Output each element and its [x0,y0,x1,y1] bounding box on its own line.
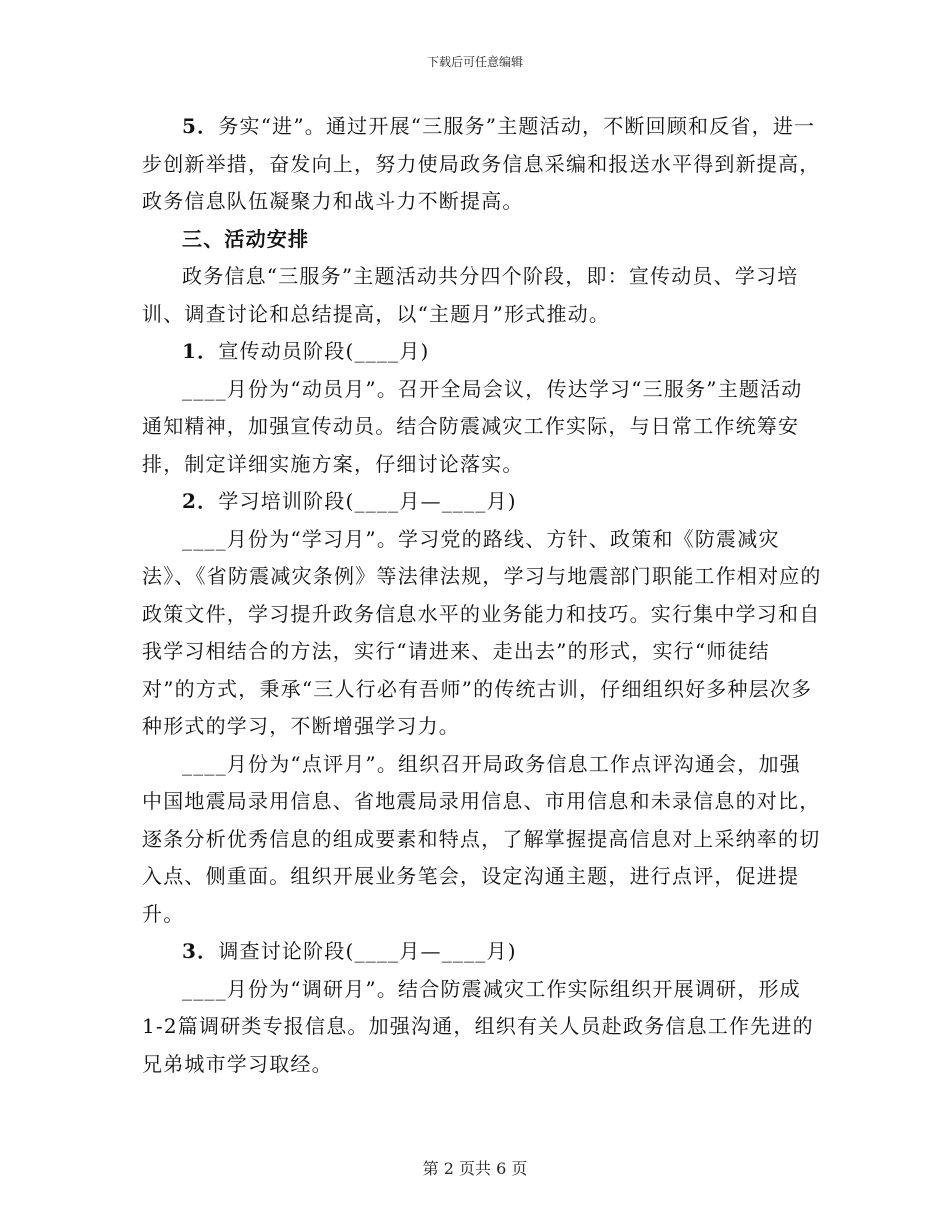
paragraph-number: 5． [182,114,219,138]
paragraph-review: ____月份为“点评月”。组织召开局政务信息工作点评沟通会，加强中国地震局录用信息、省地震局录用信息、市用信息和未录信息的对比，逐条分析优秀信息的组成要素和特点，了解掌握提高信息对上采纳率的切入点、侧重面。组织开展业务笔会，设定沟通主题，进行点评，促进提升。 [142,751,821,926]
document-body [142,108,822,1083]
paragraph-intro: 政务信息“三服务”主题活动共分四个阶段，即：宣传动员、学习培训、调查讨论和总结提高，以“主题月”形式推动。 [142,264,799,326]
paragraph-number: 3． [182,939,219,963]
stage-heading-1 [142,333,822,371]
section-heading: 三、活动安排 [182,226,310,251]
page-footer: 第 2 页共 6 页 [422,1159,528,1178]
paragraph-study: ____月份为“学习月”。学习党的路线、方针、政策和《防震减灾法》、《省防震减灾条例》等法律法规，学习与地震部门职能工作相对应的政策文件，学习提升政务信息水平的业务能力和技巧。实行集中学习和自我学习相结合的方法，实行“请进来、走出去”的形式，实行“师徒结对”的方式，秉承“三人行必有吾师”的传统古训，仔细组织好多种层次多种形式的学习，不断增强学习力。 [142,526,822,738]
stage-heading-3 [142,933,822,971]
paragraph-number: 2． [182,489,219,513]
paragraph-text: 学习培训阶段(____月—____月) [218,489,517,513]
paragraph-item-5 [142,108,822,221]
stage-heading-2 [142,483,822,521]
paragraph-research: ____月份为“调研月”。结合防震减灾工作实际组织开展调研，形成1-2篇调研类专报信息。加强沟通，组织有关人员赴政务信息工作先进的兄弟城市学习取经。 [142,976,814,1076]
paragraph-text: 调查讨论阶段(____月—____月) [218,939,517,963]
paragraph-text: 务实“进”。通过开展“三服务”主题活动，不断回顾和反省，进一步创新举措，奋发向上，努力使局政务信息采编和报送水平得到新提高，政务信息队伍凝聚力和战斗力不断提高。 [142,114,821,213]
paragraph-mobilization: ____月份为“动员月”。召开全局会议，传达学习“三服务”主题活动通知精神，加强宣传动员。结合防震减灾工作实际，与日常工作统筹安排，制定详细实施方案，仔细讨论落实。 [142,376,803,476]
paragraph-number: 1． [182,339,219,363]
paragraph-text: 宣传动员阶段(____月) [218,339,430,363]
page-header: 下载后可任意编辑 [426,55,523,69]
